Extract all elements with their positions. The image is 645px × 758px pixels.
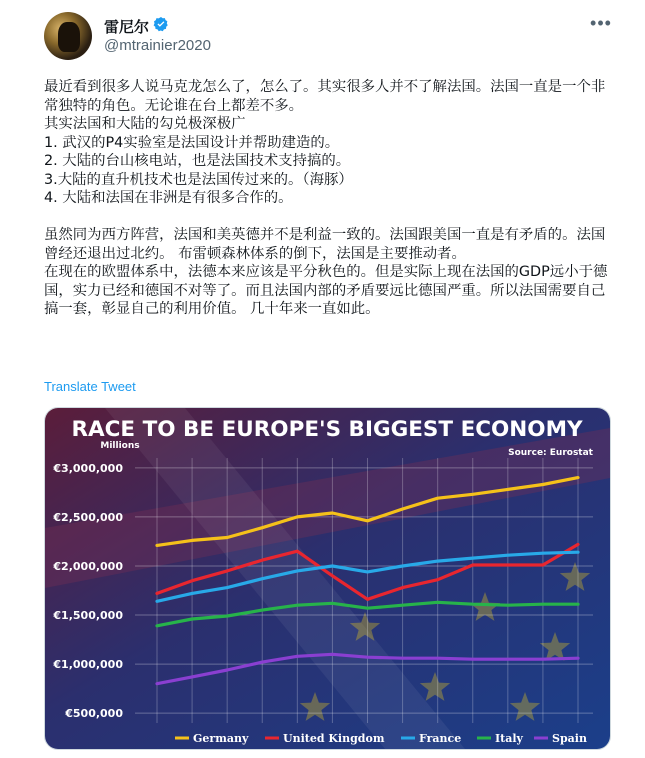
y-tick-label: €500,000 (65, 707, 123, 721)
y-tick-label: €1,500,000 (53, 609, 123, 623)
verified-badge-icon (153, 16, 169, 32)
legend-label: Germany (193, 732, 249, 745)
y-tick-label: €1,000,000 (53, 658, 123, 672)
y-tick-label: €3,000,000 (53, 461, 123, 475)
tweet-text: 最近看到很多人说马克龙怎么了，怎么了。其实很多人并不了解法国。法国一直是一个非常独特的角色。无论谁在台上都差不多。 其实法国和大陆的勾兑极深极广 1. 武汉的P4实验室是法国设计并帮助建造的。 2. 大陆的台山核电站，也是法国技术支持搞的。 3.大陆的直升机技术也是法国传过来的。（海豚） 4. 大陆和法国在非洲是有很多合作的。 虽然同为西方阵营，法国和美英德并不是利益一致的。法国跟美国一直是有矛盾的。法国曾经还退出过北约。 布雷顿森林体系的倒下，法国是主要推动者。 在现在的欧盟体系中，法德本来应该是平分秋色的。但是实际上现在法国的GDP远小于德国，实力已经和德国不对等了。而且法国内部的矛盾要远比德国严重。所以法国需要自己搞一套，彰显自己的利用价值。 几十年来一直如此。 (44, 79, 608, 317)
chart-source: Source: Eurostat (508, 448, 593, 458)
user-handle[interactable]: @mtrainier2020 (104, 37, 211, 54)
translate-tweet-link[interactable]: Translate Tweet (44, 379, 136, 394)
display-name[interactable]: 雷尼尔 (104, 19, 150, 36)
tweet-image-chart[interactable] (44, 407, 611, 750)
more-options-icon[interactable]: ••• (590, 13, 612, 33)
legend-label: Spain (552, 732, 587, 745)
legend-label: Italy (495, 732, 523, 745)
avatar-figure (58, 22, 80, 52)
y-tick-label: €2,000,000 (53, 559, 123, 573)
y-tick-label: €2,500,000 (53, 510, 123, 524)
legend-label: France (419, 732, 462, 745)
y-axis-label: Millions (100, 441, 140, 451)
avatar[interactable] (44, 12, 92, 60)
chart-title: RACE TO BE EUROPE'S BIGGEST ECONOMY (71, 417, 583, 442)
chart (45, 408, 610, 749)
legend-label: United Kingdom (283, 732, 385, 745)
